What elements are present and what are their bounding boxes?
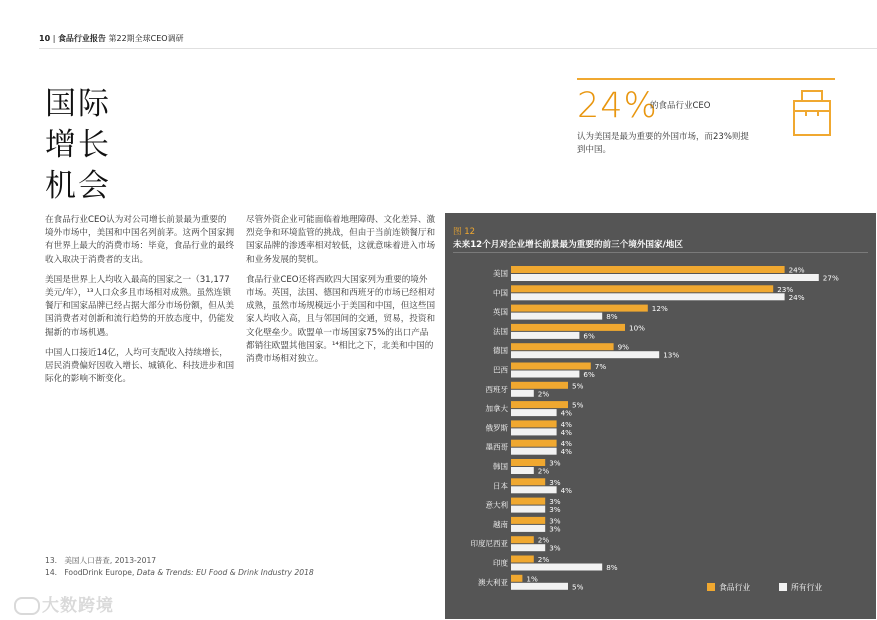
data-label: 4%	[560, 427, 573, 437]
bar-all-industries	[511, 428, 557, 435]
data-label: 12%	[651, 304, 668, 314]
stat-label: 的食品行业CEO	[650, 101, 711, 111]
data-label: 3%	[549, 477, 561, 487]
category-label: 俄罗斯	[485, 423, 508, 433]
footnote-14	[45, 568, 314, 577]
section-title	[45, 84, 111, 207]
category-label: 墨西哥	[485, 442, 508, 452]
header-divider: |	[52, 34, 56, 43]
footnote-number: 13.	[45, 556, 58, 565]
stat-description: 认为美国是最为重要的外国市场，而23%则提到中国。	[577, 132, 749, 155]
page-header	[39, 33, 184, 44]
bar-food-industry	[511, 478, 545, 485]
category-label: 德国	[493, 346, 508, 356]
title-line: 增长	[45, 127, 111, 163]
bar-food-industry	[511, 517, 545, 524]
bar-all-industries	[511, 506, 545, 513]
bar-all-industries	[511, 486, 557, 493]
data-label: 3%	[549, 458, 561, 468]
bar-all-industries	[511, 409, 557, 416]
bar-food-industry	[511, 575, 522, 582]
data-label: 13%	[663, 350, 680, 360]
category-label: 西班牙	[485, 384, 508, 394]
data-label: 3%	[549, 524, 561, 534]
category-label: 韩国	[493, 462, 508, 471]
data-label: 5%	[572, 400, 584, 410]
data-label: 2%	[537, 535, 550, 545]
title-line: 机会	[45, 168, 111, 204]
category-label: 中国	[493, 288, 508, 298]
data-label: 4%	[560, 447, 573, 457]
bar-all-industries	[511, 351, 659, 358]
bar-all-industries	[511, 544, 545, 551]
header-rule	[39, 48, 877, 49]
bar-food-industry	[511, 536, 534, 543]
figure-title: 未来12个月对企业增长前景最为重要的前三个境外国家/地区	[453, 240, 683, 250]
legend-swatch-food	[707, 583, 715, 591]
bar-food-industry	[511, 305, 648, 312]
data-label: 6%	[583, 331, 595, 341]
figure-rule	[453, 252, 868, 253]
data-label: 4%	[560, 485, 573, 495]
bar-chart	[445, 255, 876, 619]
data-label: 3%	[549, 497, 561, 507]
bar-food-industry	[511, 382, 568, 389]
footnote-italic-title: Data & Trends: EU Food & Drink Industry 2018	[136, 568, 314, 577]
bar-all-industries	[511, 332, 579, 339]
body-column-1	[45, 214, 235, 393]
category-label: 巴西	[493, 365, 508, 375]
category-label: 法国	[493, 326, 508, 336]
data-label: 6%	[583, 370, 595, 379]
data-label: 2%	[537, 466, 550, 476]
bar-food-industry	[511, 324, 625, 331]
footnote-number: 14.	[45, 568, 58, 577]
bar-food-industry	[511, 401, 568, 408]
data-label: 1%	[526, 574, 538, 584]
bar-all-industries	[511, 467, 534, 474]
watermark	[14, 591, 114, 616]
category-label: 英国	[493, 307, 508, 317]
data-label: 24%	[788, 265, 805, 275]
paragraph: 在食品行业CEO认为对公司增长前景最为重要的境外市场中，美国和中国名列前茅。这两个国家拥有世界上最大的消费市场：毕竟，食品行业的最终收入取决于消费者的支出。	[45, 215, 235, 265]
bar-food-industry	[511, 266, 785, 273]
data-label: 9%	[617, 342, 630, 352]
report-edition: 第22期全球CEO调研	[108, 34, 184, 43]
category-label: 日本	[493, 481, 508, 491]
watermark-logo-icon	[14, 597, 40, 615]
body-column-2	[246, 214, 436, 373]
category-label: 越南	[493, 519, 508, 529]
footnote-text: FoodDrink Europe,	[64, 568, 137, 577]
data-label: 5%	[572, 582, 584, 592]
data-label: 2%	[537, 389, 550, 399]
bar-food-industry	[511, 363, 591, 370]
data-label: 23%	[777, 284, 794, 294]
bar-food-industry	[511, 420, 557, 427]
bar-food-industry	[511, 498, 545, 505]
bar-all-industries	[511, 390, 534, 397]
data-label: 3%	[549, 543, 561, 553]
bar-food-industry	[511, 556, 534, 563]
stat-number: 24%	[577, 86, 658, 126]
data-label: 27%	[822, 273, 839, 283]
report-name: 食品行业报告	[57, 34, 106, 43]
category-label: 意大利	[485, 500, 508, 510]
bar-all-industries	[511, 448, 557, 455]
data-label: 5%	[572, 381, 584, 391]
legend-label: 所有行业	[791, 583, 823, 592]
paragraph: 美国是世界上人均收入最高的国家之一（31,177美元/年），¹³人口众多且市场相对成熟。虽然连锁餐厅和国家品牌已经占据大部分市场份额，但从美国消费者对创新和流行趋势的开放态度中，仍能发掘新的市场机遇。	[45, 274, 235, 338]
bar-food-industry	[511, 440, 557, 447]
category-label: 印度尼西亚	[470, 539, 508, 549]
paragraph: 尽管外资企业可能面临着地理障碍、文化差异、激烈竞争和环境监管的挑战，但由于当前连锁餐厅和国家品牌的渗透率相对较低，这就意味着进入市场和业务发展的契机。	[246, 215, 436, 265]
bar-all-industries	[511, 313, 602, 320]
paragraph: 中国人口接近14亿，人均可支配收入持续增长，居民消费偏好因收入增长、城镇化、科技进步和国际化的影响不断变化。	[45, 347, 235, 385]
data-label: 3%	[549, 516, 561, 526]
data-label: 10%	[629, 323, 645, 333]
title-line: 国际	[45, 86, 111, 122]
figure-number: 图 12	[453, 227, 476, 237]
bar-all-industries	[511, 293, 785, 300]
data-label: 3%	[549, 505, 561, 515]
bar-food-industry	[511, 343, 614, 350]
category-label: 加拿大	[485, 404, 508, 414]
data-label: 4%	[560, 408, 573, 418]
data-label: 2%	[537, 555, 550, 564]
page-number: 10	[39, 34, 51, 43]
category-label: 美国	[493, 269, 508, 278]
category-label: 澳大利亚	[478, 577, 508, 587]
category-label: 印度	[493, 558, 508, 568]
data-label: 7%	[594, 362, 607, 371]
data-label: 8%	[606, 312, 618, 322]
legend-swatch-all	[779, 583, 787, 591]
paragraph: 食品行业CEO还将西欧四大国家列为重要的境外市场。英国，法国、德国和西班牙的市场已经相对成熟，虽然市场规模远小于美国和中国，但这些国家人均收入高，且与邻国间的交通，贸易，投资和文化壁垒少。欧盟单一市场国家75%的出口产品都销往欧盟其他国家。¹⁴相比之下，北美和中国的消费市场相对独立。	[246, 274, 436, 365]
bar-all-industries	[511, 583, 568, 590]
data-label: 4%	[560, 439, 573, 449]
data-label: 24%	[788, 292, 805, 302]
bar-all-industries	[511, 274, 819, 281]
bar-all-industries	[511, 564, 602, 571]
footnote-13	[45, 555, 156, 566]
legend-label: 食品行业	[719, 583, 751, 592]
bar-food-industry	[511, 459, 545, 466]
bar-food-industry	[511, 285, 773, 292]
bar-all-industries	[511, 371, 579, 378]
watermark-text: 大数跨境	[42, 596, 114, 616]
bar-all-industries	[511, 525, 545, 532]
data-label: 8%	[606, 563, 618, 572]
stat-rule	[577, 78, 835, 80]
shopping-bag-icon	[792, 85, 832, 137]
footnote-text: 美国人口普查, 2013-2017	[64, 556, 157, 565]
data-label: 4%	[560, 419, 573, 429]
